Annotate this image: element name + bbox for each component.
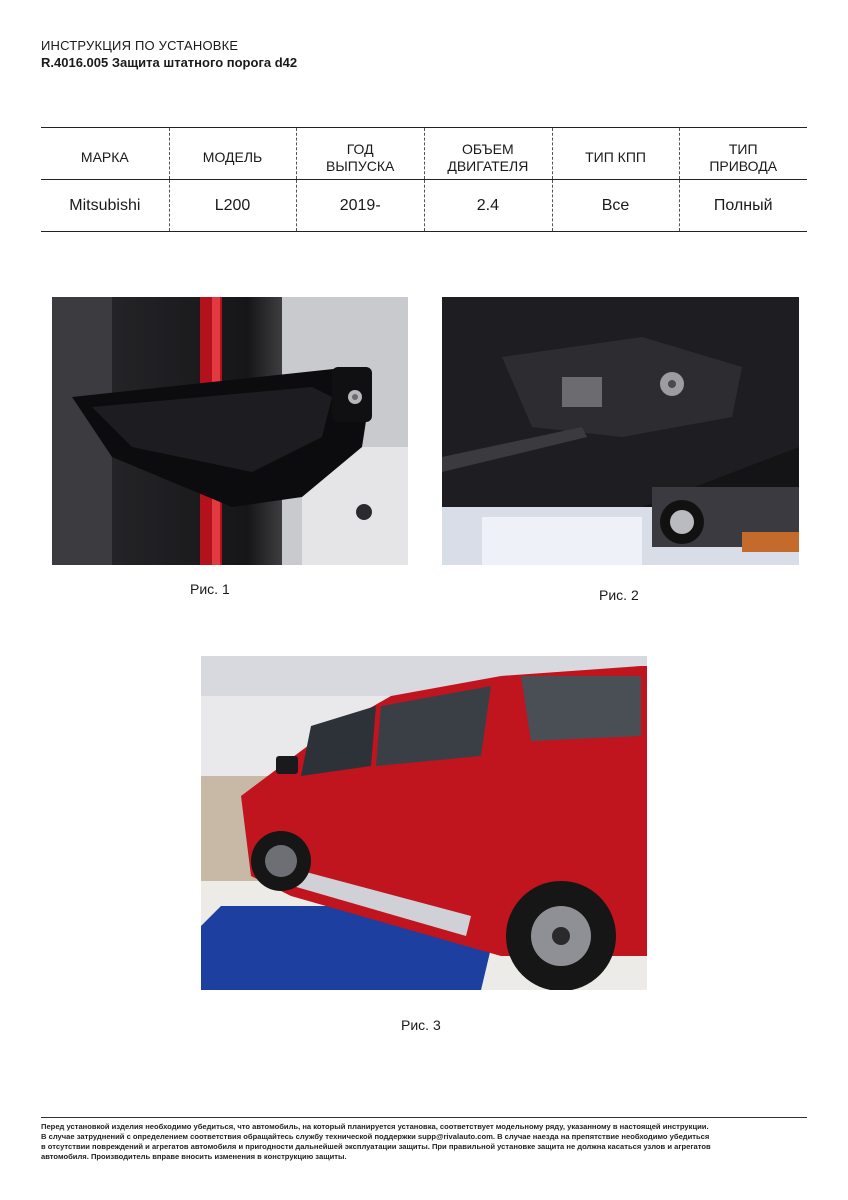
instruction-title: ИНСТРУКЦИЯ ПО УСТАНОВКЕ (41, 38, 239, 53)
spec-value-year: 2019- (296, 180, 424, 231)
figure-3-caption: Рис. 3 (401, 1017, 441, 1033)
product-name: R.4016.005 Защита штатного порога d42 (41, 55, 298, 70)
figure-3-photo (201, 656, 647, 990)
spec-value-model: L200 (169, 180, 297, 231)
footer-disclaimer (41, 1122, 807, 1162)
footer-divider (41, 1117, 807, 1118)
spec-table-header-row (41, 128, 807, 180)
spec-header-year: ГОД ВЫПУСКА (296, 128, 424, 179)
spec-header-drive: ТИП ПРИВОДА (679, 128, 807, 179)
spec-header-model: МОДЕЛЬ (169, 128, 297, 179)
footer-line: автомобиля. Производитель вправе вносить изменения в конструкцию защиты. (41, 1152, 347, 1161)
footer-line: Перед установкой изделия необходимо убедиться, что автомобиль, на который планируется установка, соответствует модельному ряду, указанному в настоящей инструкции. (41, 1122, 709, 1131)
spec-value-drive: Полный (679, 180, 807, 231)
spec-value-gearbox: Все (552, 180, 680, 231)
spec-header-brand: МАРКА (80, 149, 129, 165)
figure-2-photo (442, 297, 799, 565)
spec-value-brand: Mitsubishi (69, 197, 141, 214)
spec-table (41, 127, 807, 232)
footer-line: в отсутствии повреждений и агрегатов автомобиля и пригодности дальнейшей эксплуатации защиты. При правильной установке защита не должна касаться узлов и агрегатов (41, 1142, 711, 1151)
spec-header-engine: ОБЪЕМ ДВИГАТЕЛЯ (424, 128, 552, 179)
spec-value-engine: 2.4 (424, 180, 552, 231)
spec-header-gearbox: ТИП КПП (552, 128, 680, 179)
figure-1-caption: Рис. 1 (190, 581, 230, 597)
footer-line: В случае затруднений с определением соответствия обращайтесь службу технической поддержки supp@rivalauto.com. В случае наезда на препятствие необходимо убедиться (41, 1132, 710, 1141)
figure-1-photo (52, 297, 408, 565)
spec-table-value-row (41, 180, 807, 231)
figure-2-caption: Рис. 2 (599, 587, 639, 603)
